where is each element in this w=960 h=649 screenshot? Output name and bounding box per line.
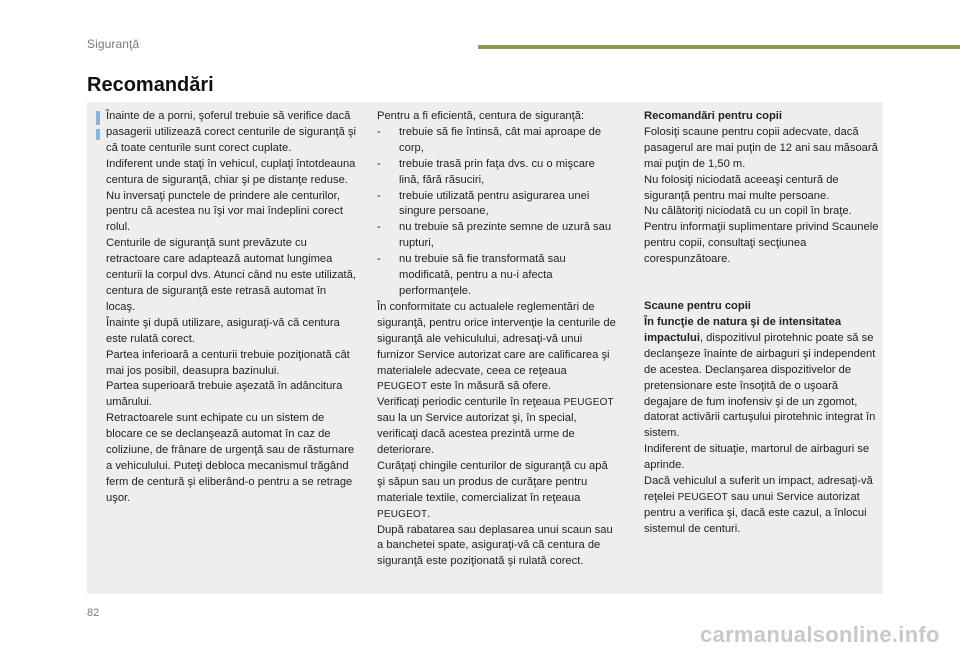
paragraph: Indiferent unde staţi în vehicul, cuplaţi întotdeauna centura de siguranţă, chiar şi pe distanţe reduse. xyxy=(106,157,356,186)
paragraph: Înainte de a porni, şoferul trebuie să verifice dacă pasagerii utilizează corect centurile de siguranţă şi că toate centurile sunt corect cuplate. xyxy=(106,110,356,154)
brand-name: PEUGEOT xyxy=(677,491,728,503)
text-run: . xyxy=(427,507,431,520)
paragraph: Partea inferioară a centurii trebuie poziţionată cât mai jos posibil, deasupra bazinului. xyxy=(106,348,350,377)
list-item: - nu trebuie să prezinte semne de uzură sau rupturi, xyxy=(377,220,617,252)
paragraph: Pentru informaţii suplimentare privind Scaunele pentru copii, consultaţi secţiunea corespunzătoare. xyxy=(644,221,879,266)
paragraph xyxy=(377,395,617,459)
front-seats-heading: Scaune pentru copii xyxy=(644,300,751,313)
text-run: În conformitate cu actualele reglementări de siguranţă, pentru orice intervenţie la centurile de siguranţă ale vehiculului, adresaţi-vă unui furnizor Service autorizat care are calificarea şi materialele adecvate, ceea ce reţeaua xyxy=(377,300,616,377)
content-box xyxy=(87,102,883,594)
impact-bold-text: În funcţie de natura şi de intensitatea impactului xyxy=(644,315,842,344)
paragraph xyxy=(377,459,617,523)
info-marker-secondary xyxy=(96,129,100,140)
paragraph: Nu folosiţi niciodată aceeaşi centură de siguranţă pentru mai multe persoane. xyxy=(644,173,839,202)
text-run: este în măsură să ofere. xyxy=(427,380,552,393)
bullets-intro: Pentru a fi eficientă, centura de siguranţă: xyxy=(377,110,585,122)
paragraph xyxy=(377,300,617,395)
watermark: carmanualsonline.info xyxy=(700,622,940,647)
text-run: Curăţaţi chingile centurilor de siguranţă cu apă şi săpun sau un produs de curăţare pentru materiale textile, comercializat în reţeaua xyxy=(377,459,608,504)
text-run: sau unui Service autorizat pentru a verifica şi, dacă este cazul, a înlocui sistemul de centuri. xyxy=(644,490,867,535)
paragraph: După rabatarea sau deplasarea unui scaun sau a banchetei spate, asiguraţi-vă că centura de siguranţă este poziţionată şi rulată corect. xyxy=(377,523,613,568)
text-run: Dacă vehiculul a suferit un impact, adresaţi-vă reţelei xyxy=(644,475,873,503)
list-item: - nu trebuie să fie transformată sau modificată, pentru a nu-i afecta performanţele. xyxy=(377,252,617,300)
brand-name: PEUGEOT xyxy=(377,508,428,520)
brand-name: PEUGEOT xyxy=(377,381,428,393)
paragraph xyxy=(644,315,879,442)
text-run: Verificaţi periodic centurile în reţeaua xyxy=(377,396,564,409)
list-item: - trebuie utilizată pentru asigurarea unei singure persoane, xyxy=(377,189,617,221)
section-label: Siguranţă xyxy=(87,37,140,51)
paragraph: Indiferent de situaţie, martorul de airbaguri se aprinde. xyxy=(644,443,870,472)
column-3 xyxy=(644,109,879,538)
paragraph: Nu călătoriţi niciodată cu un copil în braţe. xyxy=(644,205,852,218)
child-recommendations-heading: Recomandări pentru copii xyxy=(644,110,783,122)
paragraph: Nu inversaţi punctele de prindere ale centurilor, pentru că acestea nu îşi vor mai îndeplini corect rolul. xyxy=(106,189,343,234)
list-item: - trebuie să fie întinsă, cât mai aproape de corp, xyxy=(377,125,617,157)
paragraph xyxy=(644,474,879,538)
text-run: , dispozitivul pirotehnic poate să se declanşeze înainte de airbaguri şi independent de acestea. Declanşarea dispozitivelor de pretensionare este însoţită de o uşoară degajare de fum inofensiv şi de un zgomot, datorat activării cartuşului pirotehnic integrat în sistem. xyxy=(644,331,876,440)
list-item: - trebuie trasă prin faţa dvs. cu o mişcare lină, fără răsuciri, xyxy=(377,157,617,189)
spacer xyxy=(644,268,879,299)
paragraph: Folosiţi scaune pentru copii adecvate, dacă pasagerul are mai puţin de 12 ani sau măsoară mai puţin de 1,50 m. xyxy=(644,125,878,170)
paragraph: Partea superioară trebuie aşezată în adâncitura umărului. xyxy=(106,380,343,409)
requirements-list xyxy=(377,125,617,300)
page-title: Recomandări xyxy=(87,74,214,96)
paragraph: Retractoarele sunt echipate cu un sistem de blocare ce se declanşează automat în caz de coliziune, de frânare de urgenţă sau de răsturnare a vehiculului. Puteţi debloca mecanismul trăgând ferm de centură şi eliberând-o pentru a se retrage uşor. xyxy=(106,412,355,504)
brand-name: PEUGEOT xyxy=(563,397,614,409)
column-1 xyxy=(106,109,356,507)
text-run: sau la un Service autorizat şi, în special, verificaţi dacă acestea prezintă urme de deteriorare. xyxy=(377,412,577,457)
info-marker xyxy=(96,111,100,125)
paragraph: Înainte şi după utilizare, asiguraţi-vă că centura este rulată corect. xyxy=(106,316,340,345)
header-accent-bar xyxy=(478,45,960,49)
column-2 xyxy=(377,109,617,570)
paragraph: Centurile de siguranţă sunt prevăzute cu retractoare care adaptează automat lungimea centurii la corpul dvs. Atunci când nu este utilizată, centura de siguranţă este retrasă automat în locaş. xyxy=(106,237,356,313)
page-number: 82 xyxy=(87,607,100,619)
